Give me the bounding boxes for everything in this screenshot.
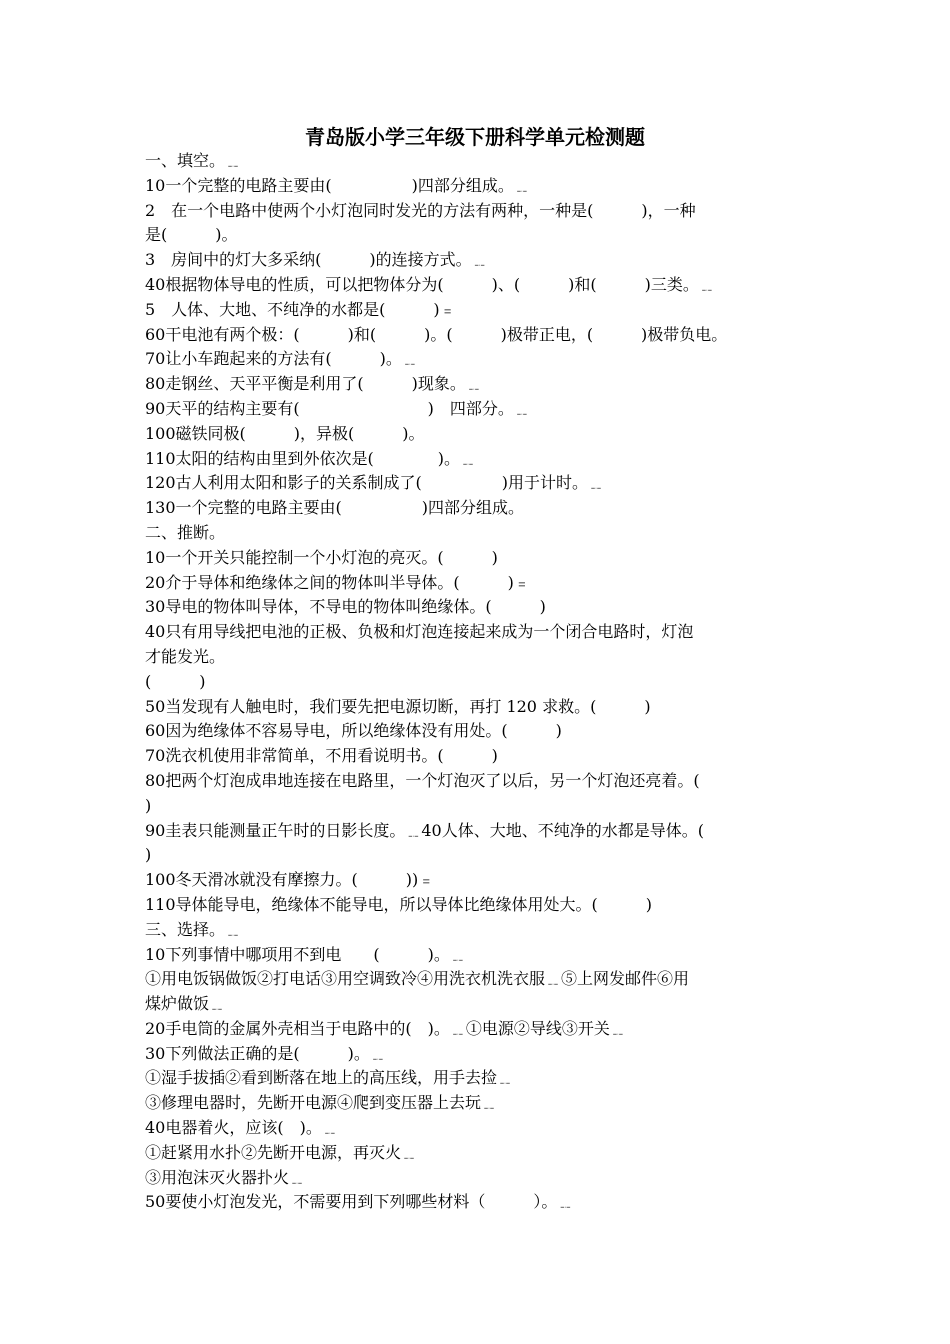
text-line: 3 房间中的灯大多采纳( )的连接方式。﹎ bbox=[145, 250, 488, 270]
text-line: 70让小车跑起来的方法有( )。﹎ bbox=[145, 349, 418, 369]
text-line: ) bbox=[145, 845, 152, 865]
text-line: 60因为绝缘体不容易导电，所以绝缘体没有用处。( ) bbox=[145, 721, 562, 741]
text-line: 10下列事情中哪项用不到电 ( )。﹎ bbox=[145, 944, 466, 964]
text-line: 5 人体、大地、不纯净的水都是( )﹦ bbox=[145, 299, 456, 319]
document-title: 青岛版小学三年级下册科学单元检测题 bbox=[305, 125, 645, 149]
text-line: 110导体能导电，绝缘体不能导电，所以导体比绝缘体用处大。( ) bbox=[145, 894, 653, 914]
text-line: 40只有用导线把电池的正极、负极和灯泡连接起来成为一个闭合电路时，灯泡 bbox=[145, 622, 694, 642]
text-line: 80把两个灯泡成串地连接在电路里，一个灯泡灭了以后，另一个灯泡还亮着。( bbox=[145, 770, 700, 790]
text-line: ) bbox=[145, 795, 152, 815]
text-line: 30导电的物体叫导体，不导电的物体叫绝缘体。( ) bbox=[145, 597, 546, 617]
text-line: ③修理电器时，先断开电源④爬到变压器上去玩﹎ bbox=[145, 1093, 498, 1113]
text-line: 90天平的结构主要有( ) 四部分。﹎ bbox=[145, 398, 530, 418]
text-line: 一、填空。﹎ bbox=[145, 151, 242, 170]
text-line: ①湿手拔插②看到断落在地上的高压线，用手去捡﹎ bbox=[145, 1068, 514, 1088]
text-line: 煤炉做饭﹎ bbox=[145, 994, 226, 1014]
text-line: 80走钢丝、天平平衡是利用了( )现象。﹎ bbox=[145, 374, 482, 394]
text-line: 100冬天滑冰就没有摩擦力。( ))﹦ bbox=[145, 870, 435, 890]
text-line: ①用电饭锅做饭②打电话③用空调致冷④用洗衣机洗衣服﹎⑤上网发邮件⑥用 bbox=[145, 969, 690, 989]
text-line: 50当发现有人触电时，我们要先把电源切断，再打 120 求救。( ) bbox=[145, 696, 651, 716]
text-line: 40电器着火，应该( )。﹎ bbox=[145, 1118, 338, 1138]
text-line: 10一个开关只能控制一个小灯泡的亮灭。( ) bbox=[145, 547, 498, 567]
text-line: 110太阳的结构由里到外依次是( )。﹎ bbox=[145, 448, 477, 468]
text-line: ③用泡沫灭火器扑火﹎ bbox=[145, 1167, 306, 1187]
text-line: 90圭表只能测量正午时的日影长度。﹎40人体、大地、不纯净的水都是导体。( bbox=[145, 820, 704, 840]
text-line: 二、推断。 bbox=[145, 522, 226, 542]
text-line: 40根据物体导电的性质，可以把物体分为( )、( )和( )三类。﹎ bbox=[145, 274, 715, 294]
text-line: ( ) bbox=[145, 671, 206, 691]
text-line: 才能发光。 bbox=[145, 646, 226, 666]
text-line: ①赶紧用水扑②先断开电源，再灭火﹎ bbox=[145, 1142, 418, 1162]
text-line: 三、选择。﹎ bbox=[145, 919, 242, 939]
text-line: 10一个完整的电路主要由( )四部分组成。﹎ bbox=[145, 175, 530, 195]
text-line: 是( )。 bbox=[145, 225, 238, 245]
text-line: 120古人利用太阳和影子的关系制成了( )用于计时。﹎ bbox=[145, 473, 605, 493]
text-line: 100磁铁同极( )，异极( )。 bbox=[145, 423, 425, 443]
text-line: 130一个完整的电路主要由( )四部分组成。 bbox=[145, 498, 525, 518]
text-line: 2 在一个电路中使两个小灯泡同时发光的方法有两种，一种是( )，一种 bbox=[145, 200, 696, 220]
text-line: 50要使小灯泡发光，不需要用到下列哪些材料（ ）。﹎ bbox=[145, 1192, 574, 1212]
text-line: 30下列做法正确的是( )。﹎ bbox=[145, 1043, 386, 1063]
text-line: 60干电池有两个极：( )和( )。( )极带正电，( )极带负电。 bbox=[145, 324, 728, 344]
text-line: 20介于导体和绝缘体之间的物体叫半导体。( )﹦ bbox=[145, 572, 530, 592]
text-line: 20手电筒的金属外壳相当于电路中的( )。﹎①电源②导线③开关﹎ bbox=[145, 1018, 626, 1038]
text-line: 70洗衣机使用非常简单，不用看说明书。( ) bbox=[145, 746, 498, 766]
document-body bbox=[145, 149, 810, 1215]
